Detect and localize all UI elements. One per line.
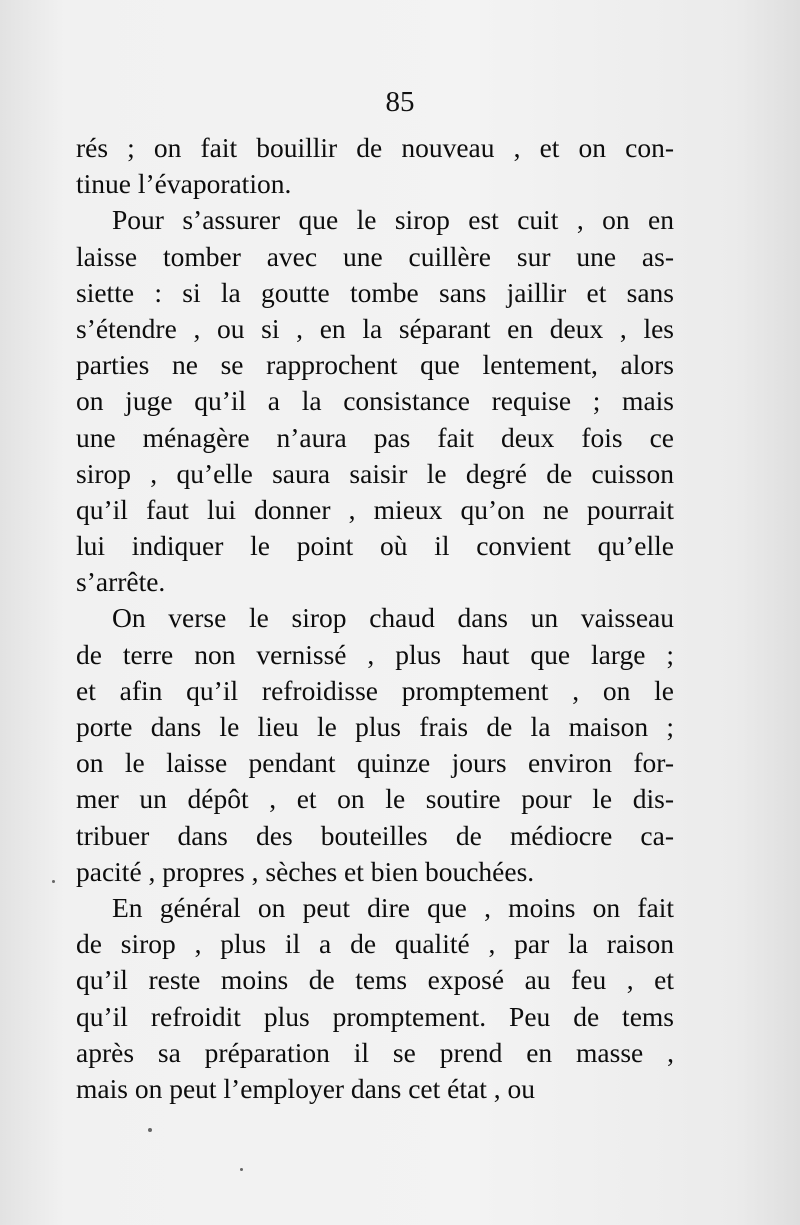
paragraph xyxy=(76,600,674,890)
text-line: qu’il refroidit plus promptement. Peu de tems xyxy=(76,1000,674,1032)
text-line: de terre non vernissé , plus haut que large ; xyxy=(76,638,674,670)
text-line: porte dans le lieu le plus frais de la maison ; xyxy=(76,711,674,742)
body-text xyxy=(76,130,674,1107)
text-line: parties ne se rapprochent que lentement, alors xyxy=(76,349,674,381)
text-line: mer un dépôt , et on le soutire pour le dis- xyxy=(76,783,674,815)
text-line: qu’il reste moins de tems exposé au feu , et xyxy=(76,964,674,996)
paragraph xyxy=(76,130,674,202)
text-line: s’arrête. xyxy=(76,566,166,598)
text-line: pacité , propres , sèches et bien bouchées. xyxy=(76,855,535,887)
text-line: laisse tomber avec une cuillère sur une as- xyxy=(76,240,674,272)
text-line: sirop , qu’elle saura saisir le degré de cuisson xyxy=(76,457,674,489)
paragraph xyxy=(76,890,674,1107)
text-line: tinue l’évaporation. xyxy=(76,168,292,200)
text-line: après sa préparation il se prend en masse , xyxy=(76,1036,674,1068)
text-line: on le laisse pendant quinze jours environ for- xyxy=(76,747,674,779)
paper-speck xyxy=(148,1128,152,1132)
text-line: lui indiquer le point où il convient qu’elle xyxy=(76,530,674,562)
text-line: de sirop , plus il a de qualité , par la raison xyxy=(76,928,674,960)
text-line: rés ; on fait bouillir de nouveau , et on con- xyxy=(76,132,674,163)
text-line: mais on peut l’employer dans cet état , ou xyxy=(76,1072,535,1104)
paragraph xyxy=(76,202,674,600)
text-line: une ménagère n’aura pas fait deux fois ce xyxy=(76,421,674,453)
text-line: qu’il faut lui donner , mieux qu’on ne pourrait xyxy=(76,493,674,525)
paper-speck xyxy=(52,880,55,883)
paper-speck xyxy=(240,1168,243,1171)
text-line: siette : si la goutte tombe sans jaillir et sans xyxy=(76,276,674,308)
text-line: on juge qu’il a la consistance requise ; mais xyxy=(76,385,674,417)
text-line: tribuer dans des bouteilles de médiocre ca- xyxy=(76,819,674,851)
text-line: et afin qu’il refroidisse promptement , on le xyxy=(76,674,674,706)
text-line: s’étendre , ou si , en la séparant en deux , les xyxy=(76,312,674,344)
text-line: On verse le sirop chaud dans un vaisseau xyxy=(112,602,674,634)
text-line: Pour s’assurer que le sirop est cuit , on en xyxy=(112,204,674,236)
page-number: 85 xyxy=(385,86,415,118)
text-line: En général on peut dire que , moins on fait xyxy=(112,891,674,923)
